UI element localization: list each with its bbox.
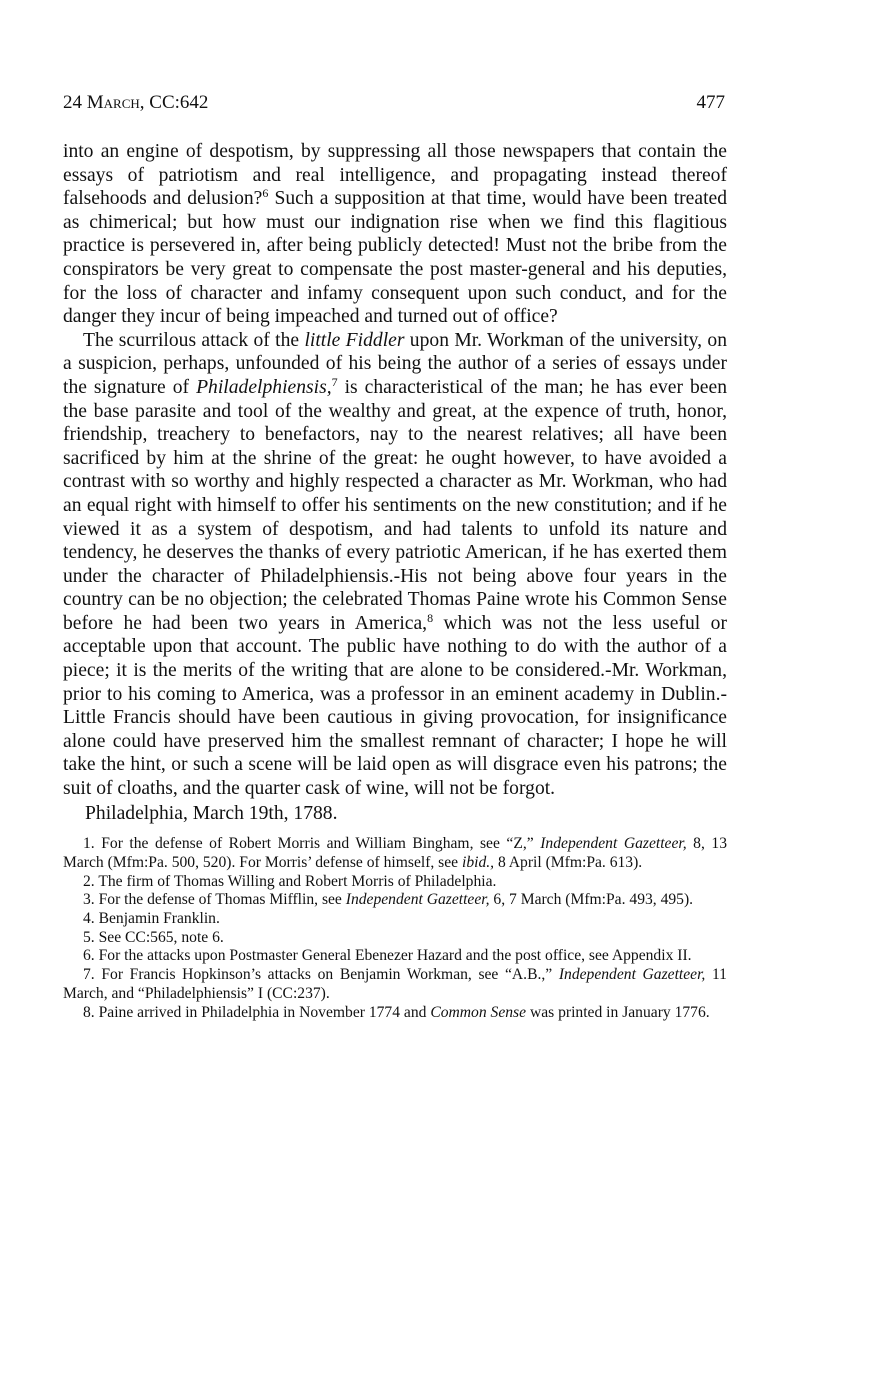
footnote-text: For the attacks upon Postmaster General Ebenezer Hazard and the post office, see Appendix II. <box>98 947 692 965</box>
footnote-number: 6. <box>83 947 95 965</box>
footnote-8 <box>63 1004 727 1023</box>
footnote-text: Benjamin Franklin. <box>98 910 220 928</box>
paragraph-2-text-d: which was not the less useful or acceptable upon that account. The public have nothing to do with the author of a piece; it is the merits of the writing that are alone to be considered.-Mr. Workman, prior to his coming to America, was a professor in an eminent academy in Dublin.-Little Francis should have been cautious in giving provocation, for insignificance alone could have preserved him the smallest remnant of character; I hope he will take the hint, or such a scene will be laid open as will disgrace even his patrons; the suit of cloaths, and the quarter cask of wine, will not be forgot. <box>63 612 727 800</box>
page-number: 477 <box>696 92 725 113</box>
footnote-italic: Independent Gazetteer, <box>540 835 687 853</box>
footnote-number: 3. <box>83 891 95 909</box>
footnote-6 <box>63 947 727 966</box>
footnote-text: was printed in January 1776. <box>526 1003 710 1021</box>
header-month: March <box>86 92 140 113</box>
footnote-ref-8: 8 <box>427 610 434 625</box>
footnote-italic: ibid., <box>462 853 495 871</box>
header-day: 24 <box>63 92 82 113</box>
footnotes <box>63 835 727 1022</box>
footnote-italic: Common Sense <box>430 1003 527 1021</box>
paragraph-2-text-c: is characteristical of the man; he has ever been the base parasite and tool of the wealthy and great, at the expence of truth, honor, friendship, treachery to benefactors, nay to the nearest relatives; all have been sacrificed by him at the shrine of the great: he ought however, to have avoided a contrast with so worthy and highly respected a character as Mr. Workman, who had an equal right with himself to offer his sentiments on the new constitution; and if he viewed it as a system of despotism, and had talents to unfold its nature and tendency, he deserves the thanks of every patriotic American, if he has exerted them under the character of Philadelphiensis.-His not being above four years in the country can be no objection; the celebrated Thomas Paine wrote his Common Sense before he had been two years in America, <box>63 376 727 634</box>
footnote-italic: Independent Gazetteer, <box>558 966 706 984</box>
footnote-number: 4. <box>83 910 95 928</box>
footnote-3 <box>63 891 727 910</box>
footnote-text: For Francis Hopkinson’s attacks on Benjamin Workman, see “A.B.,” <box>101 966 559 984</box>
footnote-1 <box>63 835 727 872</box>
footnote-text: For the defense of Robert Morris and William Bingham, see “Z,” <box>101 835 541 853</box>
paragraph-1-text-a: into an engine of despotism, by suppressing all those newspapers that contain the essays of patriotism and real intelligence, and propagating instead thereof falsehoods and delusion? <box>63 141 727 210</box>
footnote-ref-6: 6 <box>262 186 269 201</box>
footnote-4 <box>63 910 727 929</box>
footnote-number: 5. <box>83 928 95 946</box>
footnote-text: 6, 7 March (Mfm:Pa. 493, 495). <box>489 891 694 909</box>
header-doc-ref: CC:642 <box>149 92 209 113</box>
footnote-text: See CC:565, note 6. <box>98 928 224 946</box>
footnote-2 <box>63 873 727 892</box>
italic-philadelphiensis: Philadelphiensis, <box>196 376 332 398</box>
paragraph-2-text-a: The scurrilous attack of the <box>83 329 305 351</box>
footnote-text: 8 April (Mfm:Pa. 613). <box>494 853 643 871</box>
paragraph-1 <box>63 140 727 329</box>
footnote-text: Paine arrived in Philadelphia in November 1774 and <box>98 1003 431 1021</box>
footnote-5 <box>63 929 727 948</box>
paragraph-1-text-b: Such a supposition at that time, would have been treated as chimerical; but how must our indignation rise when we find this flagitious practice is persevered in, after being publicly detected! Must not the bribe from the conspirators be very great to compensate the post master-general and his deputies, for the loss of character and infamy consequent upon such conduct, and for the danger they incur of being impeached and turned out of office? <box>63 188 728 328</box>
paragraph-2 <box>63 329 727 801</box>
footnote-number: 7. <box>83 966 95 984</box>
dateline: Philadelphia, March 19th, 1788. <box>85 802 338 824</box>
page <box>63 92 727 1022</box>
paragraph-2-text-b: upon Mr. Workman of the university, on a suspicion, perhaps, unfounded of his being the author of a series of essays under the signature of <box>63 329 728 398</box>
footnote-number: 1. <box>83 835 95 853</box>
running-head-left: 24 March, CC:642 <box>63 92 209 113</box>
running-head <box>63 92 727 122</box>
footnote-text: For the defense of Thomas Mifflin, see <box>98 891 346 909</box>
footnote-ref-7: 7 <box>331 374 338 389</box>
footnote-text: 8, 13 March (Mfm:Pa. 500, 520). For Morris’ defense of himself, see <box>63 835 727 871</box>
footnote-italic: Independent Gazetteer, <box>345 891 490 909</box>
footnote-text: The firm of Thomas Willing and Robert Morris of Philadelphia. <box>98 872 497 890</box>
footnote-7 <box>63 966 727 1003</box>
body-text <box>63 140 727 801</box>
footnote-number: 2. <box>83 872 95 890</box>
footnote-number: 8. <box>83 1003 95 1021</box>
footnote-text: 11 March, and “Philadelphiensis” I (CC:237). <box>63 966 727 1002</box>
italic-little-fiddler: little Fiddler <box>304 329 405 351</box>
